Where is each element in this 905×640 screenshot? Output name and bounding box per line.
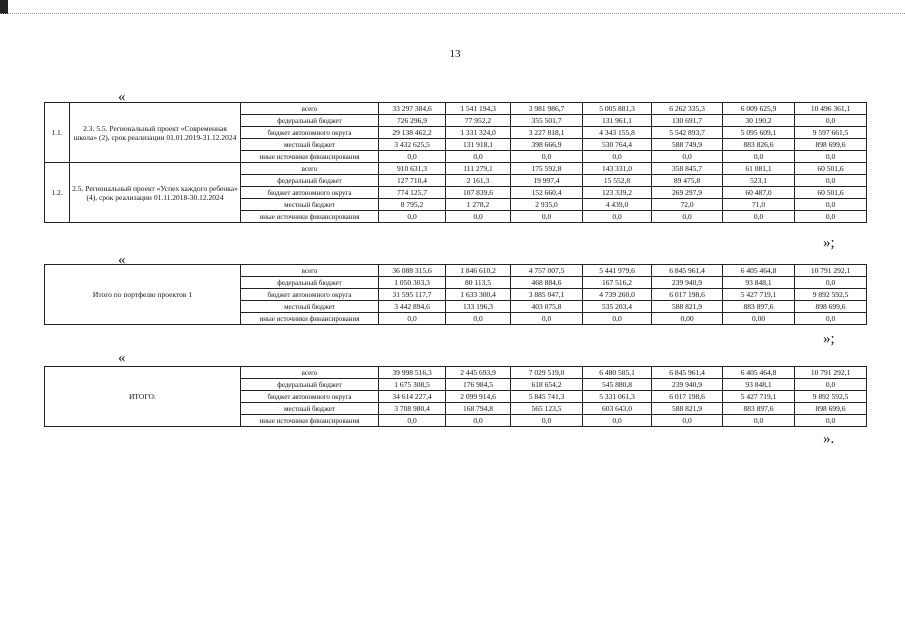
- funding-source-label: федеральный бюджет: [241, 115, 379, 127]
- amount-cell: 0,0: [446, 151, 511, 163]
- funding-source-label: местный бюджет: [241, 199, 379, 211]
- amount-cell: 31 595 117,7: [379, 289, 446, 301]
- amount-cell: 883 897,6: [723, 301, 795, 313]
- funding-source-label: местный бюджет: [241, 301, 379, 313]
- amount-cell: 0,0: [723, 151, 795, 163]
- amount-cell: 10 791 292,1: [795, 265, 867, 277]
- amount-cell: 530 764,4: [583, 139, 652, 151]
- amount-cell: 133 196,3: [446, 301, 511, 313]
- amount-cell: 1 633 300,4: [446, 289, 511, 301]
- funding-source-label: иные источники финансирования: [241, 211, 379, 223]
- amount-cell: 143 331,0: [583, 163, 652, 175]
- amount-cell: 898 699,6: [795, 301, 867, 313]
- amount-cell: 0,0: [795, 415, 867, 427]
- amount-cell: 168 794,8: [446, 403, 511, 415]
- amount-cell: 4 757 007,5: [511, 265, 583, 277]
- amount-cell: 5 427 719,1: [723, 391, 795, 403]
- amount-cell: 468 884,6: [511, 277, 583, 289]
- amount-cell: 60 501,6: [795, 163, 867, 175]
- funding-source-label: федеральный бюджет: [241, 379, 379, 391]
- funding-source-label: иные источники финансирования: [241, 151, 379, 163]
- amount-cell: 123 339,2: [583, 187, 652, 199]
- amount-cell: 565 123,5: [511, 403, 583, 415]
- funding-source-label: иные источники финансирования: [241, 313, 379, 325]
- amount-cell: 0,0: [795, 115, 867, 127]
- amount-cell: 36 088 315,6: [379, 265, 446, 277]
- amount-cell: 0,0: [379, 415, 446, 427]
- table-row: [45, 103, 867, 115]
- amount-cell: 30 190,2: [723, 115, 795, 127]
- amount-cell: 0,0: [583, 415, 652, 427]
- funding-source-label: всего: [241, 265, 379, 277]
- amount-cell: 39 998 516,3: [379, 367, 446, 379]
- amount-cell: 0,0: [511, 211, 583, 223]
- amount-cell: 358 845,7: [652, 163, 723, 175]
- amount-cell: 0,0: [379, 211, 446, 223]
- project-name: 2.5. Региональный проект «Успех каждого ребенка» (4), срок реализации 01.11.2018-30.12.2024: [70, 163, 241, 223]
- amount-cell: 5 331 061,3: [583, 391, 652, 403]
- open-quote-3: «: [118, 350, 126, 366]
- amount-cell: 545 880,8: [583, 379, 652, 391]
- page-number: 13: [449, 48, 461, 60]
- amount-cell: 131 961,1: [583, 115, 652, 127]
- funding-source-label: всего: [241, 103, 379, 115]
- amount-cell: 5 005 881,3: [583, 103, 652, 115]
- amount-cell: 898 699,6: [795, 139, 867, 151]
- amount-cell: 2 161,3: [446, 175, 511, 187]
- amount-cell: 618 654,2: [511, 379, 583, 391]
- amount-cell: 535 203,4: [583, 301, 652, 313]
- amount-cell: 0,0: [795, 151, 867, 163]
- amount-cell: 6 009 625,9: [723, 103, 795, 115]
- amount-cell: 130 691,7: [652, 115, 723, 127]
- amount-cell: 6 262 335,3: [652, 103, 723, 115]
- amount-cell: 9 892 592,5: [795, 391, 867, 403]
- funding-source-label: федеральный бюджет: [241, 175, 379, 187]
- amount-cell: 0,0: [511, 415, 583, 427]
- amount-cell: 107 839,6: [446, 187, 511, 199]
- amount-cell: 398 666,9: [511, 139, 583, 151]
- amount-cell: 5 095 609,1: [723, 127, 795, 139]
- amount-cell: 8 795,2: [379, 199, 446, 211]
- amount-cell: 0,0: [652, 211, 723, 223]
- amount-cell: 774 125,7: [379, 187, 446, 199]
- amount-cell: 0,0: [795, 199, 867, 211]
- amount-cell: 2 099 914,6: [446, 391, 511, 403]
- amount-cell: 588 821,9: [652, 301, 723, 313]
- close-quote-2: »;: [823, 331, 835, 347]
- amount-cell: 0,0: [652, 151, 723, 163]
- amount-cell: 603 643,0: [583, 403, 652, 415]
- amount-cell: 77 952,2: [446, 115, 511, 127]
- amount-cell: 269 297,9: [652, 187, 723, 199]
- amount-cell: 6 017 198,6: [652, 391, 723, 403]
- amount-cell: 0,0: [795, 211, 867, 223]
- amount-cell: 29 138 462,2: [379, 127, 446, 139]
- funding-source-label: местный бюджет: [241, 139, 379, 151]
- amount-cell: 89 475,8: [652, 175, 723, 187]
- funding-source-label: местный бюджет: [241, 403, 379, 415]
- amount-cell: 0,0: [795, 175, 867, 187]
- funding-source-label: иные источники финансирования: [241, 415, 379, 427]
- funding-source-label: бюджет автономного округа: [241, 391, 379, 403]
- amount-cell: 1 541 194,3: [446, 103, 511, 115]
- funding-source-label: всего: [241, 163, 379, 175]
- amount-cell: 0,0: [795, 379, 867, 391]
- amount-cell: 61 081,1: [723, 163, 795, 175]
- amount-cell: 0,00: [652, 313, 723, 325]
- amount-cell: 6 480 585,1: [583, 367, 652, 379]
- amount-cell: 33 297 384,6: [379, 103, 446, 115]
- amount-cell: 127 710,4: [379, 175, 446, 187]
- amount-cell: 93 848,1: [723, 277, 795, 289]
- amount-cell: 2 935,0: [511, 199, 583, 211]
- project-number: 1.1.: [45, 103, 70, 163]
- amount-cell: 355 501,7: [511, 115, 583, 127]
- amount-cell: 403 075,8: [511, 301, 583, 313]
- scan-mark: [0, 0, 8, 14]
- amount-cell: 0,0: [446, 415, 511, 427]
- close-quote-1: »;: [823, 235, 835, 251]
- amount-cell: 0,0: [379, 313, 446, 325]
- amount-cell: 6 845 961,4: [652, 367, 723, 379]
- total-label: Итого по портфелю проектов 1: [45, 265, 241, 325]
- amount-cell: 152 660,4: [511, 187, 583, 199]
- amount-cell: 4 343 155,8: [583, 127, 652, 139]
- amount-cell: 0,0: [723, 211, 795, 223]
- project-number: 1.2.: [45, 163, 70, 223]
- amount-cell: 6 017 198,6: [652, 289, 723, 301]
- amount-cell: 60 487,0: [723, 187, 795, 199]
- amount-cell: 6 405 464,8: [723, 265, 795, 277]
- amount-cell: 71,0: [723, 199, 795, 211]
- close-quote-3: ».: [823, 431, 835, 447]
- amount-cell: 726 296,9: [379, 115, 446, 127]
- amount-cell: 15 552,8: [583, 175, 652, 187]
- table-row: [45, 265, 867, 277]
- amount-cell: 883 826,6: [723, 139, 795, 151]
- amount-cell: 588 749,9: [652, 139, 723, 151]
- funding-source-label: бюджет автономного округа: [241, 187, 379, 199]
- amount-cell: 5 441 979,6: [583, 265, 652, 277]
- amount-cell: 0,0: [795, 313, 867, 325]
- amount-cell: 0,0: [446, 211, 511, 223]
- funding-source-label: бюджет автономного округа: [241, 289, 379, 301]
- amount-cell: 60 501,6: [795, 187, 867, 199]
- open-quote-1: «: [118, 89, 126, 105]
- amount-cell: 131 918,1: [446, 139, 511, 151]
- amount-cell: 5 845 741,3: [511, 391, 583, 403]
- amount-cell: 111 279,1: [446, 163, 511, 175]
- amount-cell: 9 597 661,5: [795, 127, 867, 139]
- amount-cell: 3 432 625,5: [379, 139, 446, 151]
- projects-funding-table: [44, 102, 867, 223]
- amount-cell: 93 848,1: [723, 379, 795, 391]
- open-quote-2: «: [118, 252, 126, 268]
- amount-cell: 883 897,6: [723, 403, 795, 415]
- amount-cell: 3 442 894,6: [379, 301, 446, 313]
- amount-cell: 167 516,2: [583, 277, 652, 289]
- amount-cell: 19 997,4: [511, 175, 583, 187]
- project-name: 2.3. 5.5. Региональный проект «Современная школа» (2), срок реализации 01.01.2019-31.12.2024: [70, 103, 241, 163]
- amount-cell: 0,0: [583, 151, 652, 163]
- amount-cell: 72,0: [652, 199, 723, 211]
- table-row: [45, 163, 867, 175]
- amount-cell: 588 821,9: [652, 403, 723, 415]
- amount-cell: 34 614 227,4: [379, 391, 446, 403]
- amount-cell: 0,0: [511, 313, 583, 325]
- funding-source-label: бюджет автономного округа: [241, 127, 379, 139]
- amount-cell: 239 940,9: [652, 379, 723, 391]
- amount-cell: 1 675 308,5: [379, 379, 446, 391]
- amount-cell: 0,00: [723, 313, 795, 325]
- portfolio-total-table: [44, 264, 867, 325]
- amount-cell: 0,0: [723, 415, 795, 427]
- amount-cell: 3 708 980,4: [379, 403, 446, 415]
- amount-cell: 5 542 893,7: [652, 127, 723, 139]
- amount-cell: 898 699,6: [795, 403, 867, 415]
- funding-source-label: всего: [241, 367, 379, 379]
- amount-cell: 176 984,5: [446, 379, 511, 391]
- amount-cell: 0,0: [511, 151, 583, 163]
- amount-cell: 0,0: [379, 151, 446, 163]
- amount-cell: 10 496 361,1: [795, 103, 867, 115]
- amount-cell: 175 592,8: [511, 163, 583, 175]
- amount-cell: 9 892 592,5: [795, 289, 867, 301]
- amount-cell: 5 427 719,1: [723, 289, 795, 301]
- amount-cell: 1 846 610,2: [446, 265, 511, 277]
- amount-cell: 910 631,3: [379, 163, 446, 175]
- amount-cell: 2 445 693,9: [446, 367, 511, 379]
- amount-cell: 1 331 324,0: [446, 127, 511, 139]
- funding-source-label: федеральный бюджет: [241, 277, 379, 289]
- scan-line: [0, 13, 905, 14]
- amount-cell: 3 227 818,1: [511, 127, 583, 139]
- amount-cell: 6 845 961,4: [652, 265, 723, 277]
- amount-cell: 1 278,2: [446, 199, 511, 211]
- amount-cell: 1 050 303,3: [379, 277, 446, 289]
- amount-cell: 0,0: [795, 277, 867, 289]
- amount-cell: 239 940,9: [652, 277, 723, 289]
- grand-total-table: [44, 366, 867, 427]
- amount-cell: 3 885 047,1: [511, 289, 583, 301]
- amount-cell: 7 029 519,0: [511, 367, 583, 379]
- amount-cell: 4 739 260,0: [583, 289, 652, 301]
- amount-cell: 0,0: [652, 415, 723, 427]
- total-label: ИТОГО:: [45, 367, 241, 427]
- amount-cell: 80 113,5: [446, 277, 511, 289]
- amount-cell: 523,1: [723, 175, 795, 187]
- amount-cell: 0,0: [446, 313, 511, 325]
- amount-cell: 4 439,0: [583, 199, 652, 211]
- amount-cell: 3 981 986,7: [511, 103, 583, 115]
- amount-cell: 0,0: [583, 313, 652, 325]
- amount-cell: 6 405 464,8: [723, 367, 795, 379]
- amount-cell: 10 791 292,1: [795, 367, 867, 379]
- table-row: [45, 367, 867, 379]
- amount-cell: 0,0: [583, 211, 652, 223]
